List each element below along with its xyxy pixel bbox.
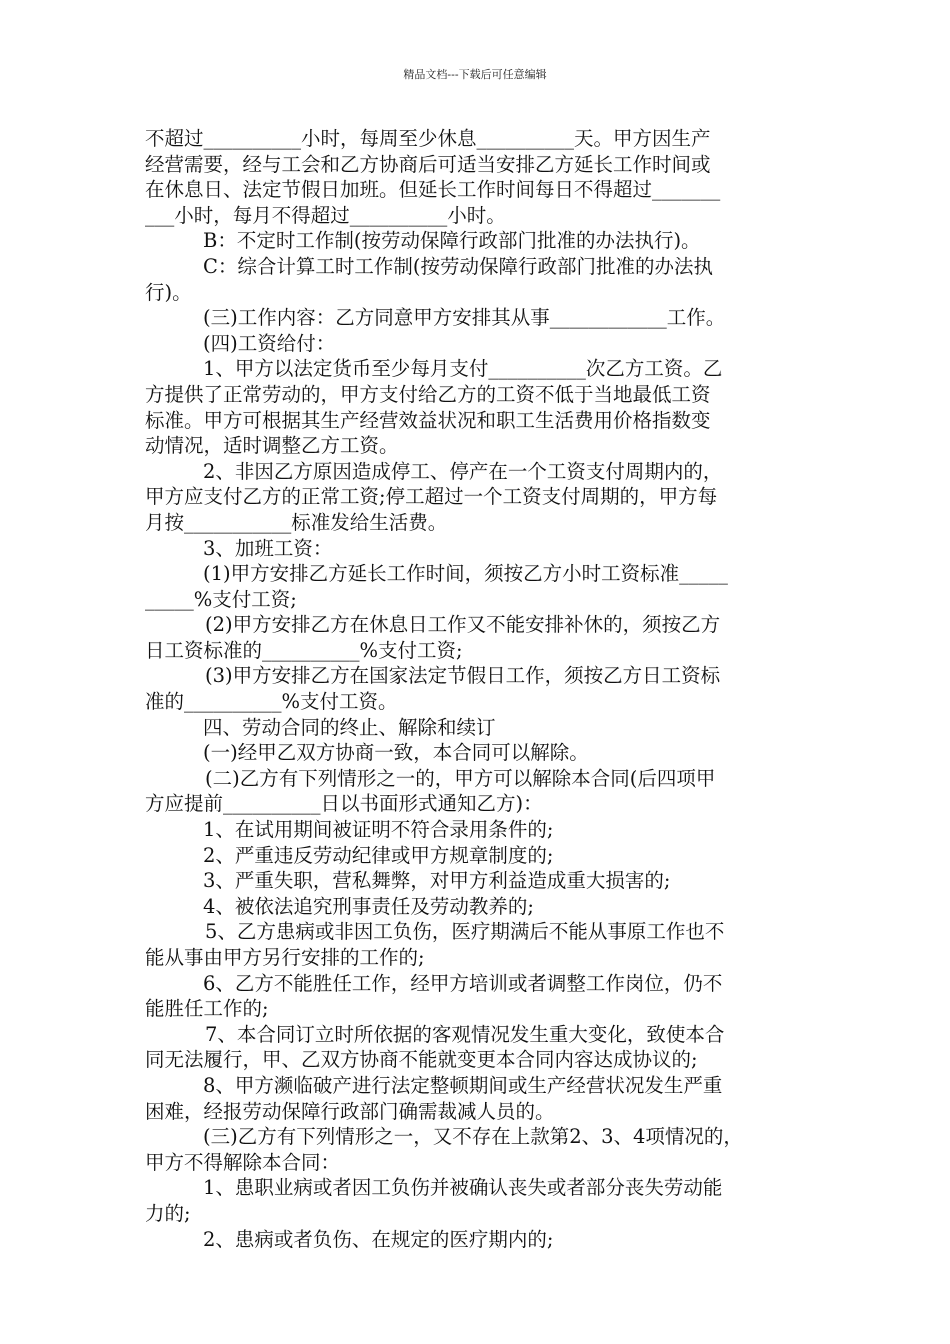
text-line: (2)甲方安排乙方在休息日工作又不能安排补休的，须按乙方 xyxy=(205,613,721,637)
text-line: C：综合计算工时工作制(按劳动保障行政部门批准的办法执 xyxy=(203,254,714,278)
text-line: 3、加班工资： xyxy=(203,536,333,560)
text-line: 同无法履行，甲、乙双方协商不能就变更本合同内容达成协议的; xyxy=(145,1048,698,1072)
text-line: 日工资标准的__________%支付工资; xyxy=(145,638,463,662)
text-line: (二)乙方有下列情形之一的，甲方可以解除本合同(后四项甲 xyxy=(205,766,716,790)
text-line: ___小时，每月不得超过__________小时。 xyxy=(145,203,506,227)
text-line: 标准。甲方可根据其生产经营效益状况和职工生活费用价格指数变 xyxy=(145,408,711,432)
text-line: 1、在试用期间被证明不符合录用条件的; xyxy=(203,818,554,842)
text-line: (三)工作内容：乙方同意甲方安排其从事____________工作。 xyxy=(203,306,726,330)
text-line: 8、甲方濒临破产进行法定整顿期间或生产经营状况发生严重 xyxy=(203,1073,723,1097)
text-line: 2、严重违反劳动纪律或甲方规章制度的; xyxy=(203,843,554,867)
text-line: (一)经甲乙双方协商一致，本合同可以解除。 xyxy=(203,741,589,765)
text-line: 1、患职业病或者因工负伤并被确认丧失或者部分丧失劳动能 xyxy=(203,1176,723,1200)
text-line: 甲方应支付乙方的正常工资;停工超过一个工资支付周期的，甲方每 xyxy=(145,485,718,509)
text-line: 不超过__________小时，每周至少休息__________天。甲方因生产 xyxy=(145,127,711,150)
text-line: _____%支付工资; xyxy=(145,587,297,611)
page-header: 精品文档---下载后可任意编辑 xyxy=(403,68,547,81)
text-line: 方应提前__________日以书面形式通知乙方)： xyxy=(145,792,543,816)
text-line: 方提供了正常劳动的，甲方支付给乙方的工资不低于当地最低工资 xyxy=(145,382,711,406)
text-line: 月按___________标准发给生活费。 xyxy=(145,510,448,534)
text-line: 能从事由甲方另行安排的工作的; xyxy=(145,946,425,969)
text-line: 3、严重失职，营私舞弊，对甲方利益造成重大损害的; xyxy=(203,869,671,893)
text-line: 准的__________%支付工资。 xyxy=(145,690,398,714)
text-line: (3)甲方安排乙方在国家法定节假日工作，须按乙方日工资标 xyxy=(205,664,721,688)
text-line: 2、非因乙方原因造成停工、停产在一个工资支付周期内的， xyxy=(203,459,723,483)
document-body xyxy=(145,126,807,1252)
text-line: 在休息日、法定节假日加班。但延长工作时间每日不得超过_______ xyxy=(145,178,721,202)
text-line: 四、劳动合同的终止、解除和续订 xyxy=(203,715,496,739)
text-line: 经营需要，经与工会和乙方协商后可适当安排乙方延长工作时间或 xyxy=(145,152,711,176)
text-line: 4、被依法追究刑事责任及劳动教养的; xyxy=(203,894,534,918)
text-line: B：不定时工作制(按劳动保障行政部门批准的办法执行)。 xyxy=(203,229,701,253)
text-line: 7、本合同订立时所依据的客观情况发生重大变化，致使本合 xyxy=(205,1022,725,1046)
text-line: (四)工资给付： xyxy=(203,331,336,355)
text-line: 行)。 xyxy=(145,280,192,304)
text-line: 能胜任工作的; xyxy=(145,997,269,1021)
text-line: 力的; xyxy=(145,1201,191,1225)
text-line: 5、乙方患病或非因工负伤，医疗期满后不能从事原工作也不 xyxy=(205,920,725,944)
text-line: 甲方不得解除本合同： xyxy=(145,1150,341,1174)
text-line: 6、乙方不能胜任工作，经甲方培训或者调整工作岗位，仍不 xyxy=(203,971,723,995)
text-line: 1、甲方以法定货币至少每月支付__________次乙方工资。乙 xyxy=(203,357,723,381)
text-line: 动情况，适时调整乙方工资。 xyxy=(145,434,399,458)
text-line: (1)甲方安排乙方延长工作时间，须按乙方小时工资标准_____ xyxy=(203,562,728,586)
text-line: 困难，经报劳动保障行政部门确需裁减人员的。 xyxy=(145,1099,555,1123)
text-line: 2、患病或者负伤、在规定的医疗期内的; xyxy=(203,1227,554,1251)
text-line: (三)乙方有下列情形之一，又不存在上款第2、3、4项情况的， xyxy=(203,1125,743,1149)
